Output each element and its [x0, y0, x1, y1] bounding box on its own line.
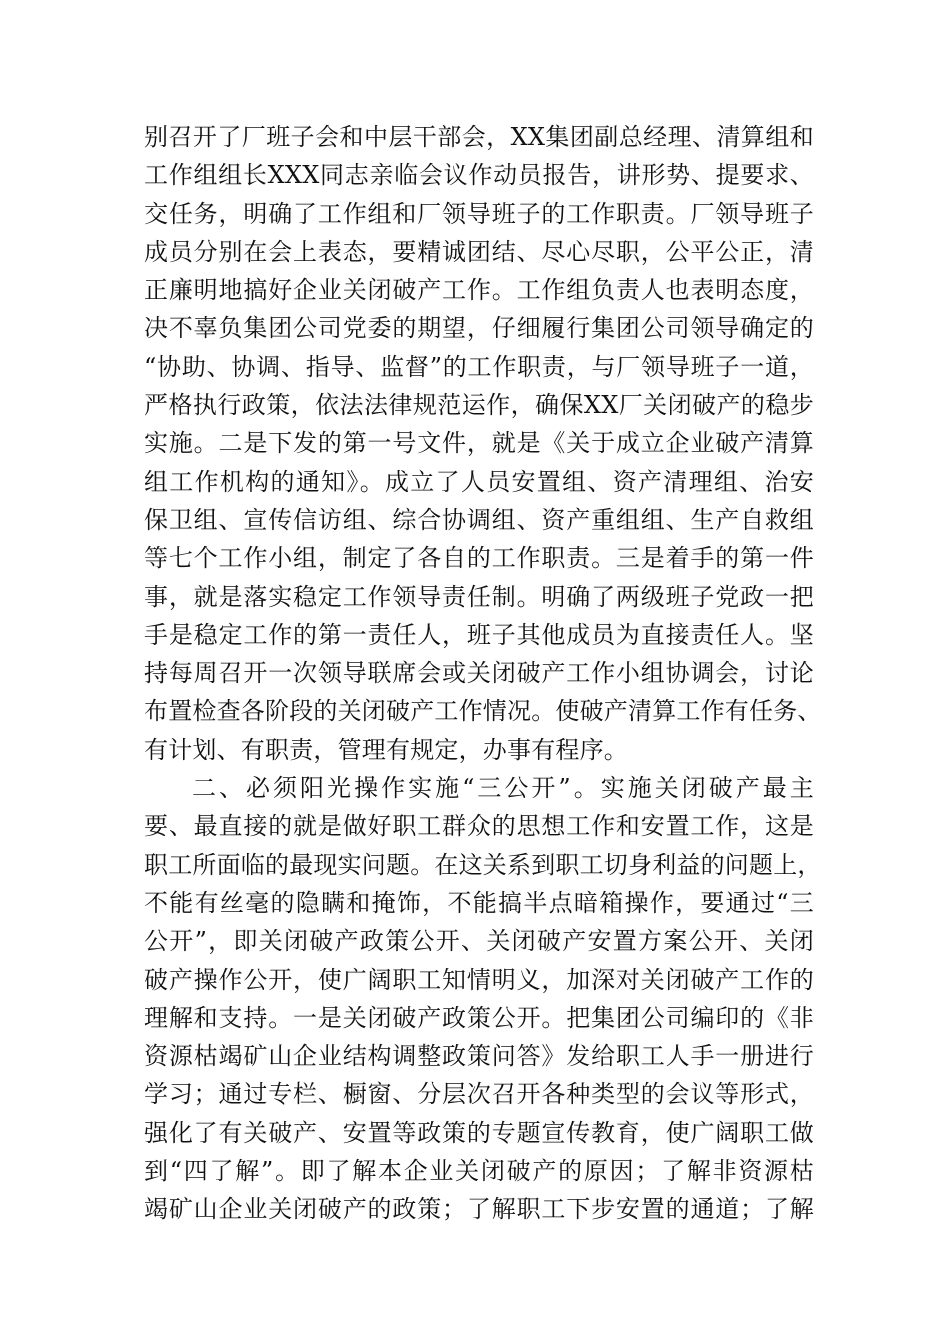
- text-line: “协助、协调、指导、监督”的工作职责，与厂领导班子一道，: [144, 352, 814, 381]
- text-line: 决不辜负集团公司党委的期望，仔细履行集团公司领导确定的: [144, 314, 814, 343]
- text-line: 实施。二是下发的第一号文件，就是《关于成立企业破产清算: [144, 429, 814, 458]
- text-line: 保卫组、宣传信访组、综合协调组、资产重组组、生产自救组: [144, 505, 814, 534]
- text-line: 事，就是落实稳定工作领导责任制。明确了两级班子党政一把: [144, 582, 814, 611]
- text-line: 等七个工作小组，制定了各自的工作职责。三是着手的第一件: [144, 544, 814, 573]
- text-line: 资源枯竭矿山企业结构调整政策问答》发给职工人手一册进行: [144, 1042, 814, 1071]
- text-line: 理解和支持。一是关闭破产政策公开。把集团公司编印的《非: [144, 1003, 814, 1032]
- text-line: 布置检查各阶段的关闭破产工作情况。使破产清算工作有任务、: [144, 697, 822, 726]
- body-text: [144, 118, 822, 1229]
- text-line: 正廉明地搞好企业关闭破产工作。工作组负责人也表明态度，: [144, 276, 814, 305]
- text-line: 手是稳定工作的第一责任人，班子其他成员为直接责任人。坚: [144, 620, 814, 649]
- text-line: 职工所面临的最现实问题。在这关系到职工切身利益的问题上，: [144, 850, 822, 879]
- text-line: 不能有丝毫的隐瞒和掩饰，不能搞半点暗箱操作，要通过“三: [144, 888, 814, 917]
- text-line: 严格执行政策，依法法律规范运作，确保XX厂关闭破产的稳步: [144, 391, 814, 420]
- text-line: 组工作机构的通知》。成立了人员安置组、资产清理组、治安: [144, 467, 814, 496]
- text-line: 工作组组长XXX同志亲临会议作动员报告，讲形势、提要求、: [144, 161, 814, 190]
- text-line: 破产操作公开，使广阔职工知情明义，加深对关闭破产工作的: [144, 965, 814, 994]
- text-line: 竭矿山企业关闭破产的政策；了解职工下步安置的通道；了解: [144, 1195, 814, 1224]
- text-line: 要、最直接的就是做好职工群众的思想工作和安置工作，这是: [144, 812, 814, 841]
- paragraph-end-line: 有计划、有职责，管理有规定，办事有程序。: [144, 735, 628, 764]
- text-line: 学习；通过专栏、橱窗、分层次召开各种类型的会议等形式，: [144, 1080, 814, 1109]
- text-line: 公开”，即关闭破产政策公开、关闭破产安置方案公开、关闭: [144, 927, 814, 956]
- text-line: 持每周召开一次领导联席会或关闭破产工作小组协调会，讨论: [144, 659, 814, 688]
- section-heading-line: 二、必须阳光操作实施“三公开”。实施关闭破产最主: [192, 774, 814, 803]
- text-line: 强化了有关破产、安置等政策的专题宣传教育，使广阔职工做: [144, 1118, 814, 1147]
- text-line: 成员分别在会上表态，要精诚团结、尽心尽职，公平公正，清: [144, 237, 814, 266]
- text-line: 别召开了厂班子会和中层干部会，XX集团副总经理、清算组和: [144, 123, 814, 151]
- text-line: 交任务，明确了工作组和厂领导班子的工作职责。厂领导班子: [144, 199, 814, 228]
- text-line: 到“四了解”。即了解本企业关闭破产的原因；了解非资源枯: [144, 1157, 814, 1186]
